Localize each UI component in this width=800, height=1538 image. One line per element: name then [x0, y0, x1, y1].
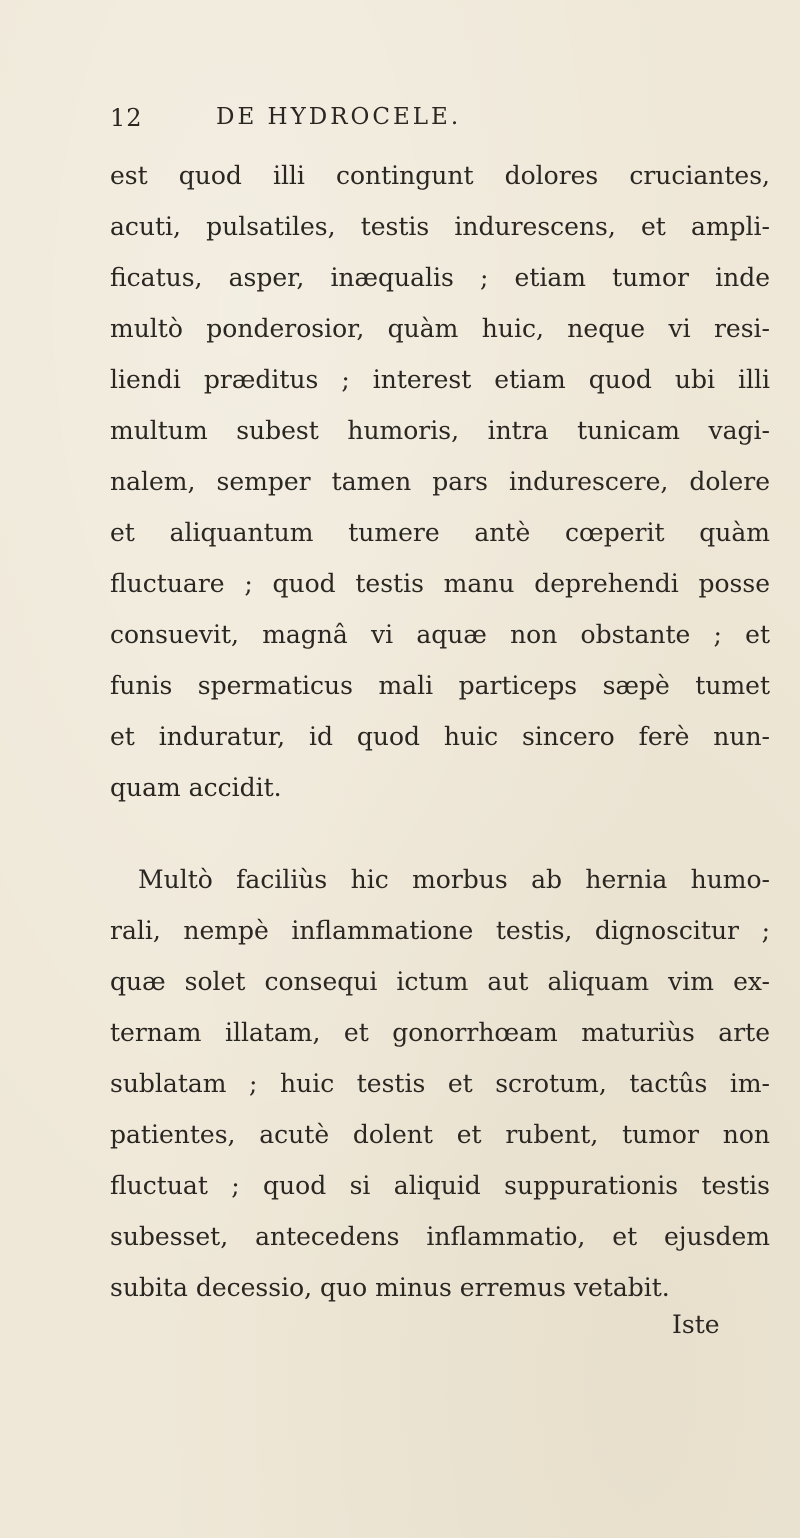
text-line: patientes, acutè dolent et rubent, tumor non: [110, 1120, 770, 1149]
text-line: ficatus, asper, inæqualis ; etiam tumor inde: [110, 263, 770, 292]
text-line: funis spermaticus mali particeps sæpè tumet: [110, 671, 770, 700]
text-line: fluctuare ; quod testis manu deprehendi posse: [110, 569, 770, 598]
text-line: multò ponderosior, quàm huic, neque vi resi-: [110, 314, 770, 343]
text-line: ternam illatam, et gonorrhœam maturiùs arte: [110, 1018, 770, 1047]
text-line: rali, nempè inflammatione testis, dignoscitur ;: [110, 916, 770, 945]
text-line: Multò faciliùs hic morbus ab hernia humo-: [138, 865, 770, 894]
text-line: liendi præditus ; interest etiam quod ubi illi: [110, 365, 770, 394]
text-line: subesset, antecedens inflammatio, et ejusdem: [110, 1222, 770, 1251]
paragraph-gap: [110, 813, 770, 854]
text-line: multum subest humoris, intra tunicam vagi-: [110, 416, 770, 445]
text-line: et aliquantum tumere antè cœperit quàm: [110, 518, 770, 547]
page-number: 12: [110, 104, 143, 132]
running-head: DE HYDROCELE.: [216, 104, 462, 130]
text-line: consuevit, magnâ vi aquæ non obstante ; et: [110, 620, 770, 649]
text-line: fluctuat ; quod si aliquid suppurationis testis: [110, 1171, 770, 1200]
text-line: nalem, semper tamen pars indurescere, dolere: [110, 467, 770, 496]
catchword: Iste: [672, 1310, 720, 1339]
text-line: quam accidit.: [110, 773, 282, 802]
text-line: est quod illi contingunt dolores cruciantes,: [110, 161, 770, 190]
text-line: acuti, pulsatiles, testis indurescens, et ampli-: [110, 212, 770, 241]
paragraph-1: [110, 150, 770, 813]
text-line: sublatam ; huic testis et scrotum, tactûs im-: [110, 1069, 770, 1098]
text-line: et induratur, id quod huic sincero ferè nun-: [110, 722, 770, 751]
body-text: [110, 150, 770, 1313]
page-header: [110, 104, 730, 144]
paragraph-2: [110, 854, 770, 1313]
text-line: subita decessio, quo minus erremus vetabit.: [110, 1273, 670, 1302]
text-line: quæ solet consequi ictum aut aliquam vim ex-: [110, 967, 770, 996]
